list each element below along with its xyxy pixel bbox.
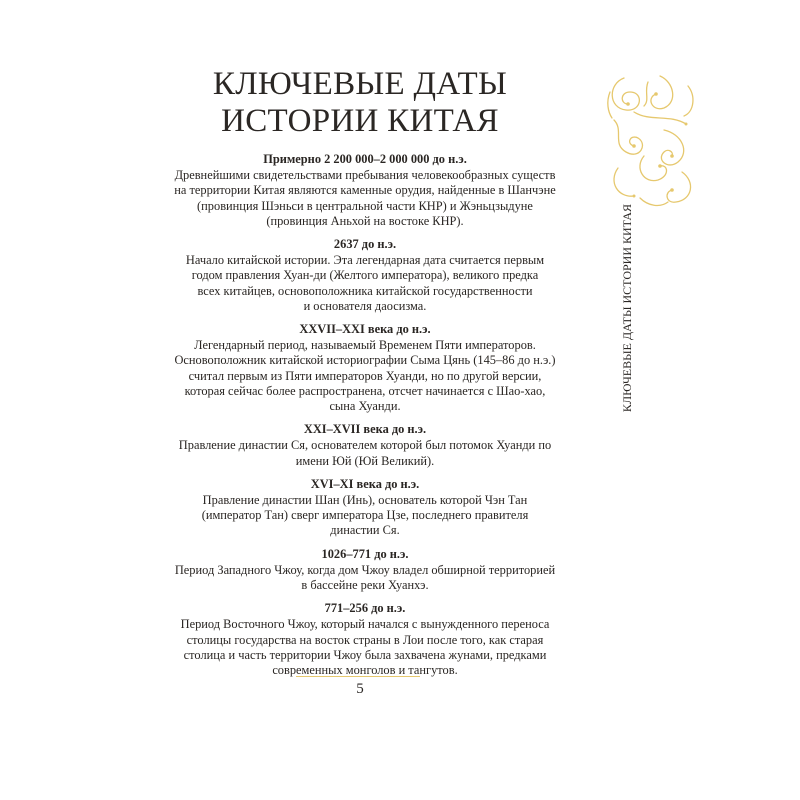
entry-text-line: годом правления Хуан-ди (Желтого императора), великого предка: [191, 268, 539, 283]
entry-text-line: Древнейшими свидетельствами пребывания человекообразных существ: [174, 168, 556, 183]
gold-ornament-icon: [604, 72, 700, 212]
timeline-entry: [152, 601, 578, 678]
entry-text-line: Правление династии Ся, основателем которой был потомок Хуанди по: [178, 438, 552, 453]
entry-text-line: (провинция Аньхой на востоке КНР).: [266, 213, 464, 228]
entry-text-line: в бассейне реки Хуанхэ.: [301, 578, 429, 593]
entry-text-line: столицы государства на восток страны в Лои после того, как старая: [186, 632, 544, 647]
page-title: [160, 66, 560, 140]
page-number: 5: [356, 681, 364, 697]
vertical-running-title: КЛЮЧЕВЫЕ ДАТЫ ИСТОРИИ КИТАЯ: [620, 203, 634, 413]
entry-text-line: (провинция Шэньси в центральной части КНР) и Жэньцзыдуне: [197, 198, 533, 213]
entry-text-line: Период Западного Чжоу, когда дом Чжоу владел обширной территорией: [174, 562, 556, 577]
entry-text-line: Начало китайской истории. Эта легендарная дата считается первым: [185, 253, 545, 268]
entry-date: 2637 до н.э.: [333, 237, 397, 252]
timeline-entry: [152, 477, 578, 539]
entry-text-line: сына Хуанди.: [329, 399, 401, 414]
entry-text-line: и основателя даосизма.: [303, 298, 427, 313]
entry-text-line: современных монголов и тангутов.: [272, 663, 458, 678]
entry-text-line: столица и часть территории Чжоу была захвачена жунами, предками: [183, 647, 547, 662]
entry-text-line: Основоположник китайской историографии Сыма Цянь (145–86 до н.э.): [174, 353, 556, 368]
entry-text-line: всех китайцев, основоположника китайской государственности: [197, 283, 533, 298]
entry-date: XXI–XVII века до н.э.: [303, 422, 427, 437]
entry-date: XXVII–XXI века до н.э.: [299, 322, 431, 337]
entry-text-line: династии Ся.: [330, 523, 400, 538]
entry-date: XVI–XI века до н.э.: [310, 476, 420, 491]
timeline: [152, 152, 578, 686]
entry-text-line: Легендарный период, называемый Временем Пяти императоров.: [194, 338, 536, 353]
timeline-entry: [152, 237, 578, 314]
entry-text-line: считал первым из Пяти императоров Хуанди, но по другой версии,: [188, 368, 542, 383]
timeline-entry: [152, 422, 578, 469]
entry-text-line: Период Восточного Чжоу, который начался с вынужденного переноса: [180, 617, 550, 632]
page-title-line-2: ИСТОРИИ КИТАЯ: [221, 103, 499, 139]
entry-date: Примерно 2 200 000–2 000 000 до н.э.: [263, 152, 467, 166]
entry-text-line: на территории Китая являются каменные орудия, найденные в Шанчэне: [174, 183, 556, 198]
footer-divider: [296, 676, 420, 677]
entry-text-line: которая сейчас более распространена, отсчет начинается с Шао-хао,: [184, 383, 546, 398]
timeline-entry: [152, 152, 578, 229]
entry-date: 771–256 до н.э.: [324, 601, 406, 616]
entry-text-line: (император Тан) сверг императора Цзе, последнего правителя: [201, 508, 529, 523]
entry-text-line: имени Юй (Юй Великий).: [295, 453, 435, 468]
entry-date: 1026–771 до н.э.: [321, 546, 409, 561]
entry-text-line: Правление династии Шан (Инь), основатель которой Чэн Тан: [202, 493, 528, 508]
page-title-line-1: КЛЮЧЕВЫЕ ДАТЫ: [212, 66, 508, 102]
timeline-entry: [152, 322, 578, 414]
timeline-entry: [152, 547, 578, 594]
